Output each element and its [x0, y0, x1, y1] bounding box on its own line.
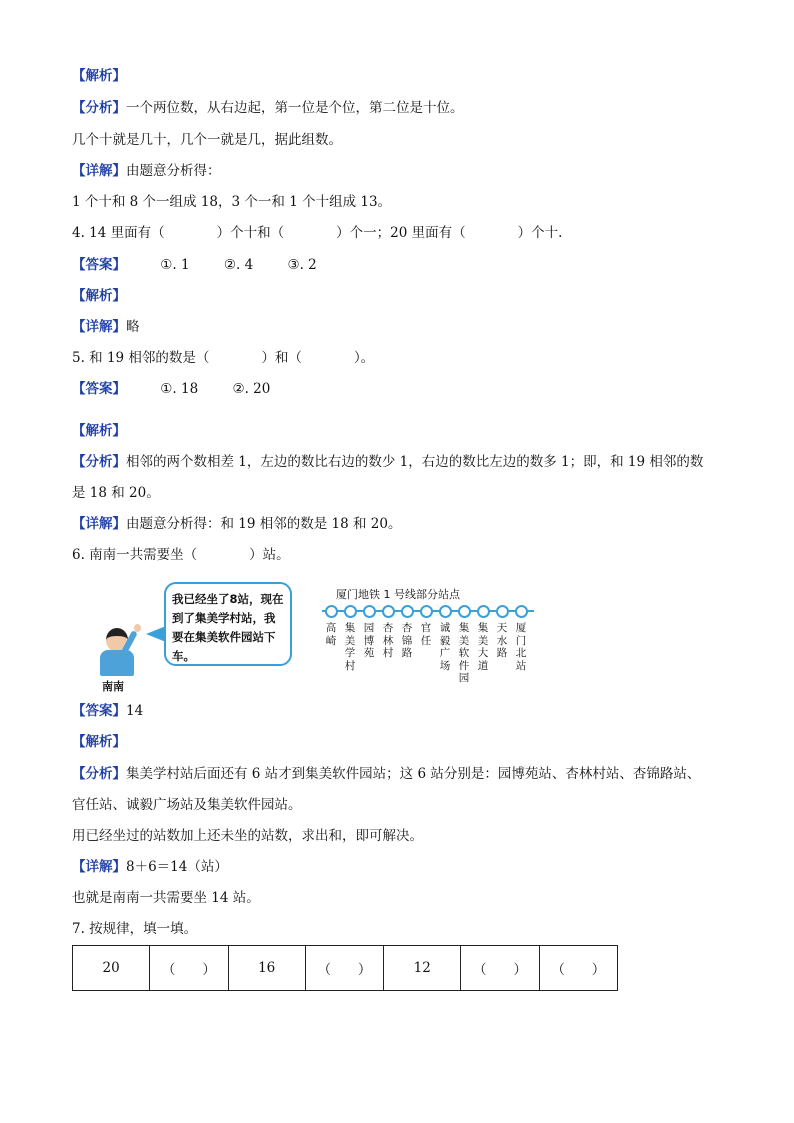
station-dot [477, 605, 490, 618]
table-row [73, 946, 618, 991]
station-name: 高崎 [325, 622, 337, 647]
q5-jiexi-heading: 【解析】 [72, 423, 126, 439]
station-name: 诚毅广场 [439, 622, 451, 672]
q4-answer-3: ③. 2 [287, 257, 317, 273]
q3-fenxi-line: 【分析】一个两位数，从右边起，第一位是个位，第二位是十位。 [72, 100, 464, 116]
q5-xiangjie-line: 【详解】由题意分析得：和 19 相邻的数是 18 和 20。 [72, 516, 402, 532]
q6-jiexi-heading: 【解析】 [72, 734, 126, 750]
boy-hand [134, 624, 141, 632]
station-dot [382, 605, 395, 618]
q4-answer-2: ②. 4 [223, 257, 254, 273]
q6-question: 6. 南南一共需要坐（ ）站。 [72, 547, 290, 563]
station-name: 厦门北站 [515, 622, 527, 672]
q5-answer-line: 【答案】 ①. 18 ②. 20 [72, 381, 271, 397]
speech-bubble [164, 582, 292, 666]
pattern-cell-3: 16 [228, 946, 305, 991]
q5-answer-1: ①. 18 [160, 381, 199, 397]
station-dot [325, 605, 338, 618]
q6-conclusion: 也就是南南一共需要坐 14 站。 [72, 890, 260, 906]
q6-fenxi-line3: 用已经坐过的站数加上还未坐的站数，求出和，即可解决。 [72, 828, 423, 844]
pattern-cell-6[interactable]: （ ） [461, 946, 539, 991]
station-dot [363, 605, 376, 618]
station-dot [401, 605, 414, 618]
station-dot [439, 605, 452, 618]
station-name: 官任 [420, 622, 432, 647]
station-name: 园博苑 [363, 622, 375, 660]
station-dot [344, 605, 357, 618]
pattern-table [72, 945, 618, 991]
q4-jiexi-heading: 【解析】 [72, 288, 126, 304]
q4-xiangjie-line: 【详解】略 [72, 319, 140, 335]
q5-question: 5. 和 19 相邻的数是（ ）和（ ）。 [72, 350, 375, 366]
q6-fenxi-line2: 官任站、诚毅广场站及集美软件园站。 [72, 797, 302, 813]
q6-answer-line: 【答案】14 [72, 703, 144, 719]
station-name: 天水路 [496, 622, 508, 660]
station-dot [515, 605, 528, 618]
station-name: 杏锦路 [401, 622, 413, 660]
q6-fenxi-line: 【分析】集美学村站后面还有 6 站才到集美软件园站；这 6 站分别是：园博苑站、杏林村站、杏锦路站、 [72, 766, 701, 782]
q4-question: 4. 14 里面有（ ）个十和（ ）个一；20 里面有（ ）个十. [72, 225, 563, 241]
q5-fenxi-line2: 是 18 和 20。 [72, 485, 160, 501]
station-dot [420, 605, 433, 618]
pattern-cell-7[interactable]: （ ） [539, 946, 617, 991]
q3-xiangjie-line2: 1 个十和 8 个一组成 18，3 个一和 1 个十组成 13。 [72, 194, 392, 210]
pattern-cell-5: 12 [384, 946, 461, 991]
pattern-cell-4[interactable]: （ ） [305, 946, 383, 991]
q5-fenxi-line: 【分析】相邻的两个数相差 1，左边的数比右边的数少 1，右边的数比左边的数多 1；即，和 19 相邻的数 [72, 454, 704, 470]
speech-text: 我已经坐了8站，现在到了集美学村站，我要在集美软件园站下车。 [172, 592, 284, 663]
q4-answer-1: ①. 1 [160, 257, 190, 273]
speech-bubble-tail [146, 626, 166, 642]
station-name: 杏林村 [382, 622, 394, 660]
q3-jiexi-heading: 【解析】 [72, 68, 126, 84]
station-dot [496, 605, 509, 618]
q3-xiangjie-line: 【详解】由题意分析得： [72, 163, 221, 179]
q6-xiangjie-line: 【详解】8＋6＝14（站） [72, 859, 228, 875]
metro-map-title: 厦门地铁 1 号线部分站点 [336, 588, 460, 601]
metro-figure [96, 582, 536, 692]
q7-title: 7. 按规律，填一填。 [72, 921, 198, 937]
station-name: 集美大道 [477, 622, 489, 672]
station-dot [458, 605, 471, 618]
station-name: 集美软件园 [458, 622, 470, 685]
station-name: 集美学村 [344, 622, 356, 672]
pattern-cell-1: 20 [73, 946, 150, 991]
q4-answer-line: 【答案】 ①. 1 ②. 4 ③. 2 [72, 257, 317, 273]
q5-answer-2: ②. 20 [232, 381, 271, 397]
pattern-cell-2[interactable]: （ ） [150, 946, 228, 991]
q3-fenxi-line2: 几个十就是几十，几个一就是几，据此组数。 [72, 132, 342, 148]
boy-body [100, 650, 134, 676]
boy-name: 南南 [102, 680, 124, 693]
